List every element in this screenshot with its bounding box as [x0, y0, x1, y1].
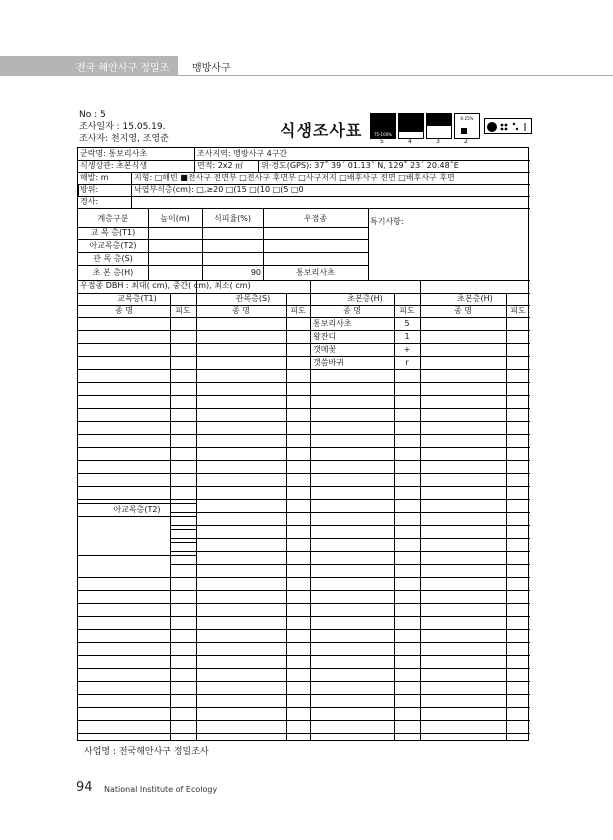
cover-col-2: 피도 — [290, 306, 306, 315]
cover-class-3: 26-50% — [426, 113, 452, 139]
grid-row-line — [78, 668, 530, 669]
vegetation-physiognomy: 식생상관: 초본식생 — [80, 161, 148, 170]
grid-row-line — [78, 317, 530, 318]
elevation: 해발: m — [80, 173, 109, 182]
grid-row-line — [78, 694, 530, 695]
grid-row-line — [78, 460, 530, 461]
group-herb-layer: 초본층(H) — [347, 294, 383, 303]
aspect: 방위: — [80, 185, 99, 194]
strata-layer-t2: 아교목층(T2) — [89, 241, 137, 250]
grid-row-line — [170, 529, 196, 530]
strata-header-layer: 계층구분 — [97, 214, 129, 223]
grid-row-line — [78, 555, 196, 556]
grid-row-line — [78, 356, 530, 357]
species-col-3: 종 명 — [343, 306, 361, 315]
strata-header-height: 높이(m) — [160, 214, 190, 223]
cover-class-number: 2 — [464, 138, 468, 145]
grid-row-line — [78, 733, 530, 734]
cover-symbols — [484, 118, 532, 134]
grid-row-line — [78, 681, 530, 682]
herb-layer-cover: 90 — [250, 268, 261, 277]
cover-col-3: 피도 — [399, 306, 415, 315]
grid-row-line — [78, 486, 530, 487]
survey-region: 조사지역: 맹방사구 4구간 — [197, 149, 288, 158]
section-tab — [0, 56, 178, 89]
cover-class-4: 51-75% — [398, 113, 424, 139]
surveyors: 조사자: 천지영, 조영준 — [79, 134, 169, 144]
section-tab-label: 전국 해안사구 정밀조사 — [76, 63, 170, 89]
herb-species-cover: + — [403, 345, 411, 354]
herb-species-cover: 5 — [404, 319, 410, 328]
gps-coordinates: 위·경도(GPS): 37˚ 39´ 01.13˝ N, 129˚ 23´ 20.48˝E — [261, 161, 459, 170]
herb-species: 갯씀바귀 — [313, 358, 344, 367]
grid-row-line — [78, 473, 530, 474]
cover-class-number: 3 — [436, 138, 440, 145]
subtree-layer-label: 아교목층(T2) — [113, 505, 161, 514]
survey-number: No : 5 — [79, 110, 106, 120]
grid-row-line — [78, 395, 530, 396]
grid-row-line — [78, 655, 530, 656]
grid-row-line — [78, 369, 530, 370]
species-col-2: 종 명 — [232, 306, 250, 315]
community-name: 군락명: 통보리사초 — [80, 149, 148, 158]
litter-depth: 낙엽부식층(cm): □,≥20 □(15 □(10 □(5 □0 — [134, 185, 304, 194]
cover-col-4: 피도 — [510, 306, 526, 315]
grid-row-line — [78, 408, 530, 409]
organization-name: National Institute of Ecology — [104, 785, 218, 794]
species-col-4: 종 명 — [454, 306, 472, 315]
species-col-1: 종 명 — [115, 306, 133, 315]
grid-row-line — [78, 503, 196, 504]
grid-row-line — [78, 707, 530, 708]
grid-row-line — [78, 590, 530, 591]
grid-row-line — [78, 382, 530, 383]
herb-species-cover: r — [405, 358, 409, 367]
herb-layer-dominant: 통보리사초 — [296, 268, 335, 277]
herb-species-cover: 1 — [404, 332, 410, 341]
strata-header-cover: 식피율(%) — [213, 214, 252, 223]
plot-area: 면적: 2x2 ㎡ — [197, 161, 244, 170]
strata-layer-t1: 교 목 층(T1) — [90, 228, 136, 237]
grid-row-line — [170, 538, 530, 539]
terrain-options: 지형: □해빈 ■전사구 전면부 □전사구 후면부 □사구저지 □배후사구 전면 □배후사구 후면 — [134, 173, 455, 182]
group-herb-layer-2: 초본층(H) — [457, 294, 493, 303]
cover-class-number: 5 — [380, 138, 384, 145]
grid-row-line — [78, 330, 530, 331]
form-title: 식생조사표 — [280, 121, 363, 140]
herb-species: 통보리사초 — [313, 319, 352, 328]
cover-class-number: 4 — [408, 138, 412, 145]
grid-row-line — [78, 499, 530, 500]
survey-date: 조사일자 : 15.05.19. — [79, 122, 166, 132]
grid-row-line — [170, 551, 530, 552]
site-name: 맹방사구 — [192, 63, 231, 74]
grid-row-line — [170, 564, 530, 565]
grid-row-line — [78, 629, 530, 630]
grid-row-line — [78, 421, 530, 422]
grid-row-line — [78, 720, 530, 721]
group-tree-layer: 교목층(T1) — [117, 294, 157, 303]
header-rule — [178, 75, 613, 76]
grid-row-line — [78, 447, 530, 448]
grid-row-line — [78, 603, 530, 604]
special-notes: 특기사항: — [370, 217, 404, 226]
grid-row-line — [78, 616, 530, 617]
slope: 경사: — [80, 197, 99, 206]
page-number: 94 — [76, 780, 93, 795]
group-shrub-layer: 관목층(S) — [235, 294, 271, 303]
cover-class-5: 75-100% — [370, 113, 396, 139]
grid-row-line — [170, 525, 530, 526]
grid-row-line — [78, 516, 196, 517]
dominant-dbh: 우점종 DBH : 최대( cm), 중간( cm), 최소( cm) — [80, 281, 251, 290]
grid-row-line — [78, 434, 530, 435]
project-name: 사업명 : 전국해안사구 정밀조사 — [84, 747, 209, 757]
strata-header-dominant: 우점종 — [303, 214, 328, 223]
grid-row-line — [170, 542, 196, 543]
vegetation-survey-form — [77, 147, 529, 741]
strata-layer-h: 초 본 층(H) — [92, 268, 134, 277]
strata-layer-s: 관 목 층(S) — [93, 254, 133, 263]
grid-row-line — [170, 512, 530, 513]
cover-class-2: 6-25% — [454, 113, 480, 139]
grid-row-line — [78, 642, 530, 643]
cover-col-1: 피도 — [175, 306, 191, 315]
grid-row-line — [78, 577, 530, 578]
herb-species: 갯메꽃 — [313, 345, 337, 354]
herb-species: 왕잔디 — [313, 332, 337, 341]
grid-row-line — [78, 343, 530, 344]
